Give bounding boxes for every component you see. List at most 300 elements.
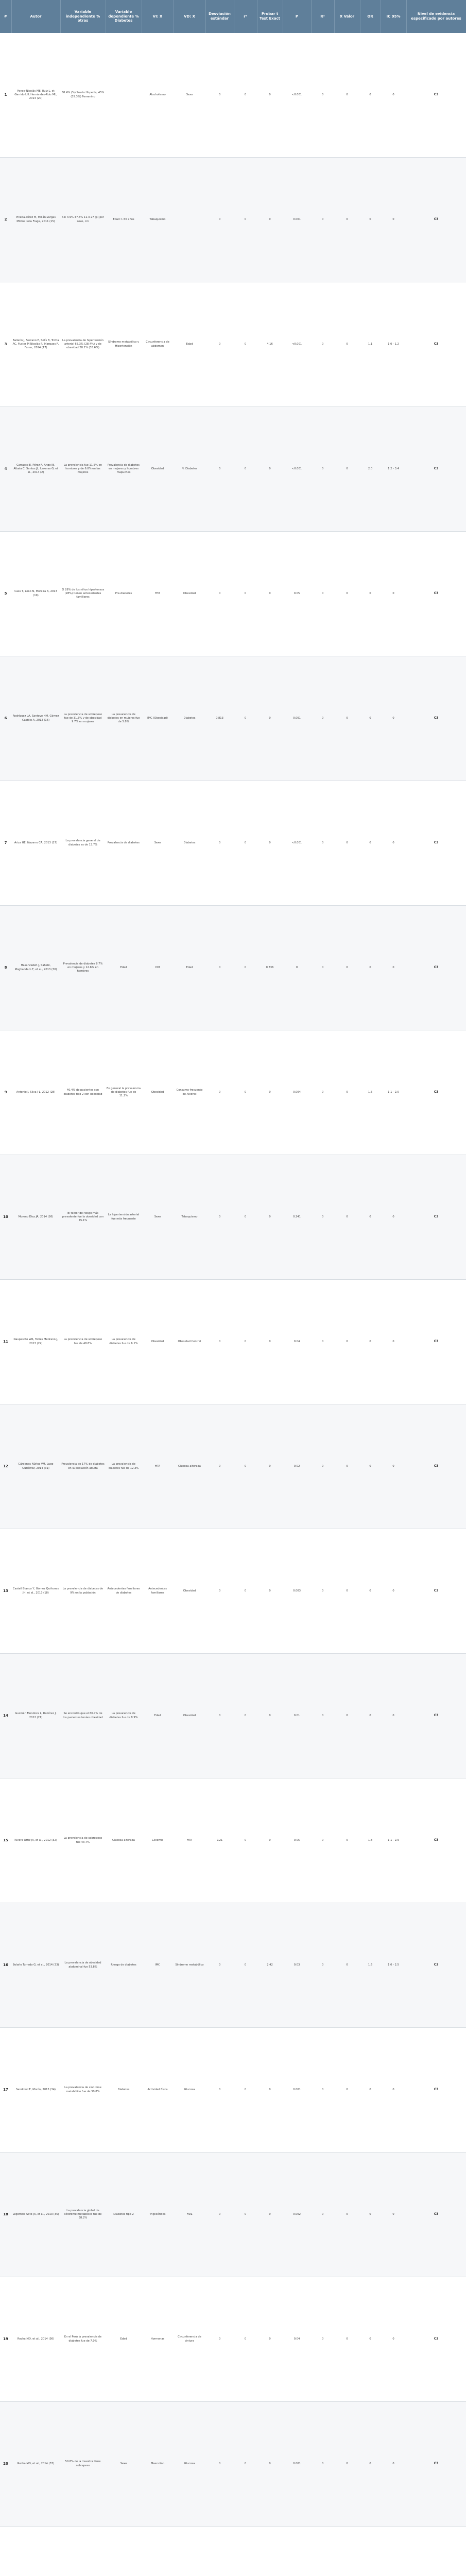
- cell-r2: 0: [234, 1654, 257, 1778]
- cell-R2: 0: [311, 2028, 334, 2153]
- cell-nivel: C3: [406, 906, 466, 1030]
- header-vdx: VD: X: [174, 0, 205, 33]
- cell-vd: Edad: [106, 2277, 142, 2402]
- cell-R2: 0: [311, 1155, 334, 1280]
- cell-R2: 0: [311, 33, 334, 158]
- cell-ic: 0: [381, 2402, 406, 2527]
- cell-vdx: Sexo: [174, 33, 205, 158]
- cell-nivel: C3: [406, 1654, 466, 1778]
- cell-R2: 0: [311, 1903, 334, 2028]
- cell-autor: Rocha MD, et al., 2014 (36): [11, 2277, 60, 2402]
- cell-p: 0.004: [283, 1030, 311, 1155]
- cell-autor: Antonio J, Silva J-L, 2012 (28): [11, 1030, 60, 1155]
- cell-id: 8: [0, 906, 11, 1030]
- header-vd: Variable dependiente % Diabetes: [106, 0, 142, 33]
- cell-ic: 0: [381, 2153, 406, 2277]
- cell-r2: 0: [234, 1030, 257, 1155]
- cell-vdx: Edad: [174, 282, 205, 407]
- header-xvalor: X Valor: [334, 0, 360, 33]
- cell-nivel: C3: [406, 2153, 466, 2277]
- cell-ic: 0: [381, 1654, 406, 1778]
- table-row: [0, 1778, 466, 1903]
- cell-or: 0: [360, 2402, 381, 2527]
- cell-t: 0: [257, 1030, 283, 1155]
- cell-R2: 0: [311, 1280, 334, 1404]
- cell-sd: 0: [205, 2277, 234, 2402]
- cell-ic: 0: [381, 33, 406, 158]
- table-row: [0, 2402, 466, 2527]
- cell-nivel: C3: [406, 407, 466, 532]
- cell-xv: 0: [334, 33, 360, 158]
- header-p: P: [283, 0, 311, 33]
- cell-t: 0: [257, 158, 283, 282]
- cell-R2: 0: [311, 282, 334, 407]
- cell-ic: 0: [381, 656, 406, 781]
- cell-vdx: Glucosa alterada: [174, 1404, 205, 1529]
- cell-vi: La prevalencia global de síndrome metabólico fue de 38.2%: [60, 2153, 106, 2277]
- cell-vix: DM: [142, 906, 174, 1030]
- cell-t: 0: [257, 2153, 283, 2277]
- cell-vd: La hipertensión arterial fue más frecuente: [106, 1155, 142, 1280]
- cell-xv: 0: [334, 1778, 360, 1903]
- cell-vdx: Glucosa: [174, 2028, 205, 2153]
- cell-vi: La prevalencia de síndrome metabólico fue de 30.8%: [60, 2028, 106, 2153]
- cell-vd: Antecedentes familiares de diabetes: [106, 1529, 142, 1654]
- cell-R2: 0: [311, 1529, 334, 1654]
- cell-id: 14: [0, 1654, 11, 1778]
- cell-or: 0: [360, 33, 381, 158]
- cell-autor: Bolaño Turrado G, et al., 2014 (33): [11, 1903, 60, 2028]
- cell-vi: La prevalencia de sobrepeso fue de 48.8%: [60, 1280, 106, 1404]
- cell-R2: 0: [311, 781, 334, 906]
- cell-p: 0.04: [283, 1280, 311, 1404]
- cell-xv: 0: [334, 1030, 360, 1155]
- cell-vi: El 28% de los niños hipertensos (28%) tienen antecedentes familiares: [60, 532, 106, 656]
- table-row: [0, 2028, 466, 2153]
- cell-id: 6: [0, 656, 11, 781]
- cell-vdx: Obesidad Central: [174, 1280, 205, 1404]
- cell-nivel: C3: [406, 2028, 466, 2153]
- cell-t: 0: [257, 2277, 283, 2402]
- cell-p: 0.241: [283, 1155, 311, 1280]
- cell-r2: 0: [234, 781, 257, 906]
- cell-ic: 1.1 - 2.9: [381, 1778, 406, 1903]
- cell-or: 0: [360, 158, 381, 282]
- cell-autor: Naupasoto WR, Torres Medrano J, 2013 (29): [11, 1280, 60, 1404]
- header-t: Probar t Test Exact: [257, 0, 283, 33]
- cell-autor: Carrasco E, Pérez F, Angel B, Albala C, Santos JL, Larenas G, et al., 2014 (2): [11, 407, 60, 532]
- cell-autor: Sandoval E, Morón, 2013 (34): [11, 2028, 60, 2153]
- cell-or: 0: [360, 1529, 381, 1654]
- cell-vd: Diabetes tipo 2: [106, 2153, 142, 2277]
- header-ic: IC 95%: [381, 0, 406, 33]
- cell-xv: 0: [334, 2028, 360, 2153]
- header-sd: Desviación estándar: [205, 0, 234, 33]
- cell-vd: La prevalencia de diabetes fue de 8.9%: [106, 1654, 142, 1778]
- header-autor: Autor: [11, 0, 60, 33]
- cell-vdx: Obesidad: [174, 532, 205, 656]
- cell-ic: 0: [381, 906, 406, 1030]
- cell-autor: Ballarín J, Serrano E, Solís B, Trotta AC, Fuster M Nicolás R, Marques F, Ferrer, 2014 (17): [11, 282, 60, 407]
- cell-vix: Sexo: [142, 1155, 174, 1280]
- cell-sd: 0: [205, 2402, 234, 2527]
- cell-nivel: C3: [406, 1030, 466, 1155]
- cell-ic: 0: [381, 1404, 406, 1529]
- cell-vix: IMC (Obesidad): [142, 656, 174, 781]
- cell-ic: 0: [381, 2028, 406, 2153]
- cell-vix: Glicemia: [142, 1778, 174, 1903]
- cell-vi: La prevalencia de obesidad abdominal fue 53.8%: [60, 1903, 106, 2028]
- cell-t: 0: [257, 2402, 283, 2527]
- cell-vdx: Obesidad: [174, 1529, 205, 1654]
- cell-vix: IMC: [142, 1903, 174, 2028]
- cell-autor: Ariza HE, Navarro CA, 2013 (27): [11, 781, 60, 906]
- cell-vi: 50.8% de la muestra tiene sobrepeso: [60, 2402, 106, 2527]
- cell-p: <0.001: [283, 282, 311, 407]
- cell-or: 1.1: [360, 282, 381, 407]
- cell-autor: Guzmán Mendoza L, Ramírez J, 2012 (21): [11, 1654, 60, 1778]
- cell-vi: La prevalencia de sobrepeso fue de 31.3% y de obesidad 9.7% en mujeres: [60, 656, 106, 781]
- cell-id: 11: [0, 1280, 11, 1404]
- cell-autor: Moreno Díaz JA, 2014 (26): [11, 1155, 60, 1280]
- cell-vi: La prevalencia general de diabetes es de 13.7%: [60, 781, 106, 906]
- cell-vix: HTA: [142, 532, 174, 656]
- cell-id: [0, 2527, 11, 2576]
- cell-ic: 0: [381, 532, 406, 656]
- cell-sd: 0: [205, 33, 234, 158]
- cell-ic: 0: [381, 1155, 406, 1280]
- cell-xv: 0: [334, 1280, 360, 1404]
- cell-autor: Legorreta Soto JA, et al., 2013 (35): [11, 2153, 60, 2277]
- cell-vi: 58.4% (%) Sueño Hi-perte, 45% (35.3%) Femenino: [60, 33, 106, 158]
- cell-id: 4: [0, 407, 11, 532]
- cell-vd: Glucosa alterada: [106, 1778, 142, 1903]
- cell-t: 0: [257, 1654, 283, 1778]
- cell-vd: Prevalencia de diabetes: [106, 781, 142, 906]
- cell-vi: Prevalencia de 17% de diabetes en la población adulta: [60, 1404, 106, 1529]
- cell-r2: 0: [234, 2277, 257, 2402]
- cell-R2: 0: [311, 158, 334, 282]
- cell-R2: [311, 2527, 334, 2576]
- cell-vix: Tabaquismo: [142, 158, 174, 282]
- cell-p: 0.05: [283, 532, 311, 656]
- cell-nivel: C3: [406, 532, 466, 656]
- cell-r2: 0: [234, 158, 257, 282]
- cell-r2: 0: [234, 2153, 257, 2277]
- cell-p: 0.001: [283, 2028, 311, 2153]
- cell-vd: Riesgo de diabetes: [106, 1903, 142, 2028]
- cell-t: 0: [257, 1778, 283, 1903]
- cell-or: 0: [360, 2153, 381, 2277]
- cell-autor: Cárdenas Núñez VM, Lugo Gutiérrez, 2014 (31): [11, 1404, 60, 1529]
- cell-id: 13: [0, 1529, 11, 1654]
- cell-nivel: C3: [406, 1529, 466, 1654]
- cell-t: 0: [257, 1155, 283, 1280]
- cell-vdx: Edad: [174, 906, 205, 1030]
- cell-id: 3: [0, 282, 11, 407]
- cell-xv: 0: [334, 1155, 360, 1280]
- cell-nivel: C3: [406, 1778, 466, 1903]
- cell-autor: Cass T, Leão N, Moreira A, 2013 (19): [11, 532, 60, 656]
- cell-or: [360, 2527, 381, 2576]
- cell-vi: La prevalencia de sobrepeso fue 43.7%: [60, 1778, 106, 1903]
- cell-vd: Edad: [106, 906, 142, 1030]
- cell-or: 1.6: [360, 1903, 381, 2028]
- cell-sd: 0: [205, 1903, 234, 2028]
- cell-p: 0: [283, 906, 311, 1030]
- cell-or: 0: [360, 1280, 381, 1404]
- cell-nivel: C3: [406, 33, 466, 158]
- cell-vdx: Glucosa: [174, 2402, 205, 2527]
- cell-t: 0: [257, 532, 283, 656]
- header-R2: R²: [311, 0, 334, 33]
- table-row: [0, 1280, 466, 1404]
- cell-vd: La prevalencia de diabetes fue de 6.1%: [106, 1280, 142, 1404]
- cell-p: 0.03: [283, 1903, 311, 2028]
- cell-R2: 0: [311, 2153, 334, 2277]
- cell-ic: [381, 2527, 406, 2576]
- cell-vix: Actividad física: [142, 2028, 174, 2153]
- cell-vi: Se encontró que el 66.7% de los pacientes tenían obesidad: [60, 1654, 106, 1778]
- cell-sd: 0: [205, 532, 234, 656]
- cell-vd: [106, 2527, 142, 2576]
- cell-vdx: [174, 2527, 205, 2576]
- cell-t: 0: [257, 1529, 283, 1654]
- cell-R2: 0: [311, 656, 334, 781]
- cell-autor: Rivera Ortiz JA, et al., 2012 (32): [11, 1778, 60, 1903]
- cell-xv: 0: [334, 2402, 360, 2527]
- cell-vix: HTA: [142, 1404, 174, 1529]
- cell-sd: 0: [205, 1280, 234, 1404]
- cell-r2: 0: [234, 2402, 257, 2527]
- cell-ic: 0: [381, 1280, 406, 1404]
- cell-r2: 0: [234, 1903, 257, 2028]
- cell-vi: La prevalencia de hipertensión arterial 65.3% (28.4%) y de obesidad 28.2% (35.6%): [60, 282, 106, 407]
- cell-r2: 0: [234, 1280, 257, 1404]
- cell-nivel: C3: [406, 656, 466, 781]
- cell-nivel: C3: [406, 2277, 466, 2402]
- table-row: [0, 2277, 466, 2402]
- cell-t: 0: [257, 1280, 283, 1404]
- cell-r2: 0: [234, 407, 257, 532]
- cell-p: 0.05: [283, 1778, 311, 1903]
- cell-r2: 0: [234, 1404, 257, 1529]
- cell-nivel: C3: [406, 1903, 466, 2028]
- cell-vdx: HTA: [174, 1778, 205, 1903]
- cell-t: 0: [257, 33, 283, 158]
- cell-ic: 1.2 - 3.4: [381, 407, 406, 532]
- cell-r2: 0: [234, 282, 257, 407]
- cell-xv: 0: [334, 2277, 360, 2402]
- cell-xv: 0: [334, 656, 360, 781]
- cell-sd: 0: [205, 1404, 234, 1529]
- cell-p: 0.001: [283, 656, 311, 781]
- table-row: [0, 1529, 466, 1654]
- cell-autor: Hasanzadeh J, Sahebi, Moghaddam F, et al., 2013 (30): [11, 906, 60, 1030]
- cell-p: <0.001: [283, 407, 311, 532]
- cell-ic: 0: [381, 158, 406, 282]
- cell-vi: La prevalencia fue 11.5% en hombres y de 6.8% en las mujeres: [60, 407, 106, 532]
- cell-R2: 0: [311, 1030, 334, 1155]
- table-row: [0, 282, 466, 407]
- cell-xv: 0: [334, 1529, 360, 1654]
- cell-xv: 0: [334, 1654, 360, 1778]
- cell-R2: 0: [311, 2402, 334, 2527]
- cell-or: 0: [360, 906, 381, 1030]
- cell-vd: Prevalencia de diabetes en mujeres y hombres mapuches: [106, 407, 142, 532]
- cell-vi: [60, 2527, 106, 2576]
- cell-R2: 0: [311, 407, 334, 532]
- cell-autor: Castell Blanco Y, Gómez Quiñones JH, et al., 2013 (18): [11, 1529, 60, 1654]
- cell-p: 0.001: [283, 2402, 311, 2527]
- cell-vdx: N. Diabetes: [174, 407, 205, 532]
- cell-vix: Masculino: [142, 2402, 174, 2527]
- cell-vdx: Consumo frecuente de Alcohol: [174, 1030, 205, 1155]
- cell-id: 10: [0, 1155, 11, 1280]
- cell-p: <0.001: [283, 33, 311, 158]
- cell-vdx: Tabaquismo: [174, 1155, 205, 1280]
- cell-t: 2.42: [257, 1903, 283, 2028]
- cell-r2: 0: [234, 1155, 257, 1280]
- cell-xv: 0: [334, 1404, 360, 1529]
- cell-t: 0.736: [257, 906, 283, 1030]
- cell-nivel: C3: [406, 158, 466, 282]
- cell-vd: Pre-diabetes: [106, 532, 142, 656]
- cell-xv: 0: [334, 781, 360, 906]
- cell-p: 0.01: [283, 1654, 311, 1778]
- cell-xv: 0: [334, 906, 360, 1030]
- cell-ic: 0: [381, 2277, 406, 2402]
- table-body: [0, 33, 466, 2576]
- cell-p: 0.001: [283, 158, 311, 282]
- table-row: [0, 1404, 466, 1529]
- cell-or: 0: [360, 1654, 381, 1778]
- table-row: [0, 1654, 466, 1778]
- cell-xv: 0: [334, 1903, 360, 2028]
- cell-vdx: Diabetes: [174, 656, 205, 781]
- cell-R2: 0: [311, 532, 334, 656]
- cell-vi: El factor de riesgo más prevalente fue la obesidad con 45.1%: [60, 1155, 106, 1280]
- cell-vi: La prevalencia de diabetes de 9% en la población: [60, 1529, 106, 1654]
- table-row: [0, 781, 466, 906]
- cell-xv: [334, 2527, 360, 2576]
- cell-vd: La prevalencia de diabetes en mujeres fue de 5.8%: [106, 656, 142, 781]
- cell-r2: 0: [234, 33, 257, 158]
- cell-or: 0: [360, 1404, 381, 1529]
- cell-sd: 0: [205, 1155, 234, 1280]
- cell-p: 0.04: [283, 2277, 311, 2402]
- cell-autor: Ponce-Nicolás ME, Ruiz L, et Garrido LH, Hernández-Ruiz ML, 2014 (20): [11, 33, 60, 158]
- cell-xv: 0: [334, 2153, 360, 2277]
- cell-R2: 0: [311, 2277, 334, 2402]
- table-row: [0, 407, 466, 532]
- cell-ic: 1.1 - 2.0: [381, 1030, 406, 1155]
- cell-ic: 1.0 - 1.2: [381, 282, 406, 407]
- cell-p: 0.02: [283, 1404, 311, 1529]
- cell-p: 0.002: [283, 2153, 311, 2277]
- cell-vix: Sexo: [142, 781, 174, 906]
- table-header-row: [0, 0, 466, 33]
- cell-or: 0: [360, 2028, 381, 2153]
- table-row: [0, 2527, 466, 2576]
- cell-vd: La prevalencia de diabetes fue de 12.3%: [106, 1404, 142, 1529]
- cell-vi: 40.4% de pacientes con diabetes tipo 2 con obesidad: [60, 1030, 106, 1155]
- cell-sd: 0: [205, 158, 234, 282]
- cell-r2: 0: [234, 2028, 257, 2153]
- cell-vd: Edad > 60 años: [106, 158, 142, 282]
- cell-id: 20: [0, 2402, 11, 2527]
- cell-vi: Sin 4.9% 47.5% 11.3 27 (p) por sexo, cm: [60, 158, 106, 282]
- cell-R2: 0: [311, 906, 334, 1030]
- cell-or: 0: [360, 2277, 381, 2402]
- header-vi: Variable independiente % otras: [60, 0, 106, 33]
- cell-vi: En el Perú la prevalencia de diabetes fue de 7.0%: [60, 2277, 106, 2402]
- cell-or: 0: [360, 781, 381, 906]
- cell-autor: Pineda-Pérez M, Millán-Vargas Mildre Isela Fraga, 2011 (15): [11, 158, 60, 282]
- cell-xv: 0: [334, 407, 360, 532]
- cell-vdx: Circunferencia de cintura: [174, 2277, 205, 2402]
- cell-vdx: Diabetes: [174, 781, 205, 906]
- cell-vix: Antecedentes familiares: [142, 1529, 174, 1654]
- table-row: [0, 532, 466, 656]
- table-row: [0, 2153, 466, 2277]
- table-row: [0, 158, 466, 282]
- table-row: [0, 1155, 466, 1280]
- cell-or: 0: [360, 532, 381, 656]
- table-row: [0, 906, 466, 1030]
- cell-vdx: Síndrome metabólico: [174, 1903, 205, 2028]
- cell-vi: Prevalencia de diabetes 8.7% en mujeres y 12.6% en hombres: [60, 906, 106, 1030]
- cell-sd: 0: [205, 1030, 234, 1155]
- cell-ic: 0: [381, 1529, 406, 1654]
- cell-r2: 0: [234, 1778, 257, 1903]
- cell-vdx: [174, 158, 205, 282]
- table-row: [0, 656, 466, 781]
- cell-t: 0: [257, 407, 283, 532]
- cell-nivel: C3: [406, 282, 466, 407]
- cell-vdx: HDL: [174, 2153, 205, 2277]
- cell-sd: 0: [205, 2153, 234, 2277]
- cell-id: 15: [0, 1778, 11, 1903]
- cell-sd: 0: [205, 781, 234, 906]
- cell-id: 2: [0, 158, 11, 282]
- cell-autor: Rocha MD, et al., 2014 (37): [11, 2402, 60, 2527]
- cell-sd: 0: [205, 1529, 234, 1654]
- cell-id: 16: [0, 1903, 11, 2028]
- header-vix: VI: X: [142, 0, 174, 33]
- cell-vix: Edad: [142, 1654, 174, 1778]
- cell-p: <0.001: [283, 781, 311, 906]
- cell-r2: 0: [234, 906, 257, 1030]
- cell-t: 0: [257, 2028, 283, 2153]
- cell-vd: En general la prevalencia de diabetes fue de 11.2%: [106, 1030, 142, 1155]
- cell-nivel: C3: [406, 2402, 466, 2527]
- cell-autor: Rodríguez LA, Santoyo HM, Gómez Castillo A, 2012 (16): [11, 656, 60, 781]
- cell-or: 1.8: [360, 1778, 381, 1903]
- cell-xv: 0: [334, 282, 360, 407]
- cell-p: 0.003: [283, 1529, 311, 1654]
- cell-vdx: Obesidad: [174, 1654, 205, 1778]
- cell-nivel: C3: [406, 1404, 466, 1529]
- cell-vix: Obesidad: [142, 407, 174, 532]
- table-row: [0, 33, 466, 158]
- cell-id: 17: [0, 2028, 11, 2153]
- cell-p: [283, 2527, 311, 2576]
- table-row: [0, 1903, 466, 2028]
- header-r2: r²: [234, 0, 257, 33]
- cell-id: 5: [0, 532, 11, 656]
- table-row: [0, 1030, 466, 1155]
